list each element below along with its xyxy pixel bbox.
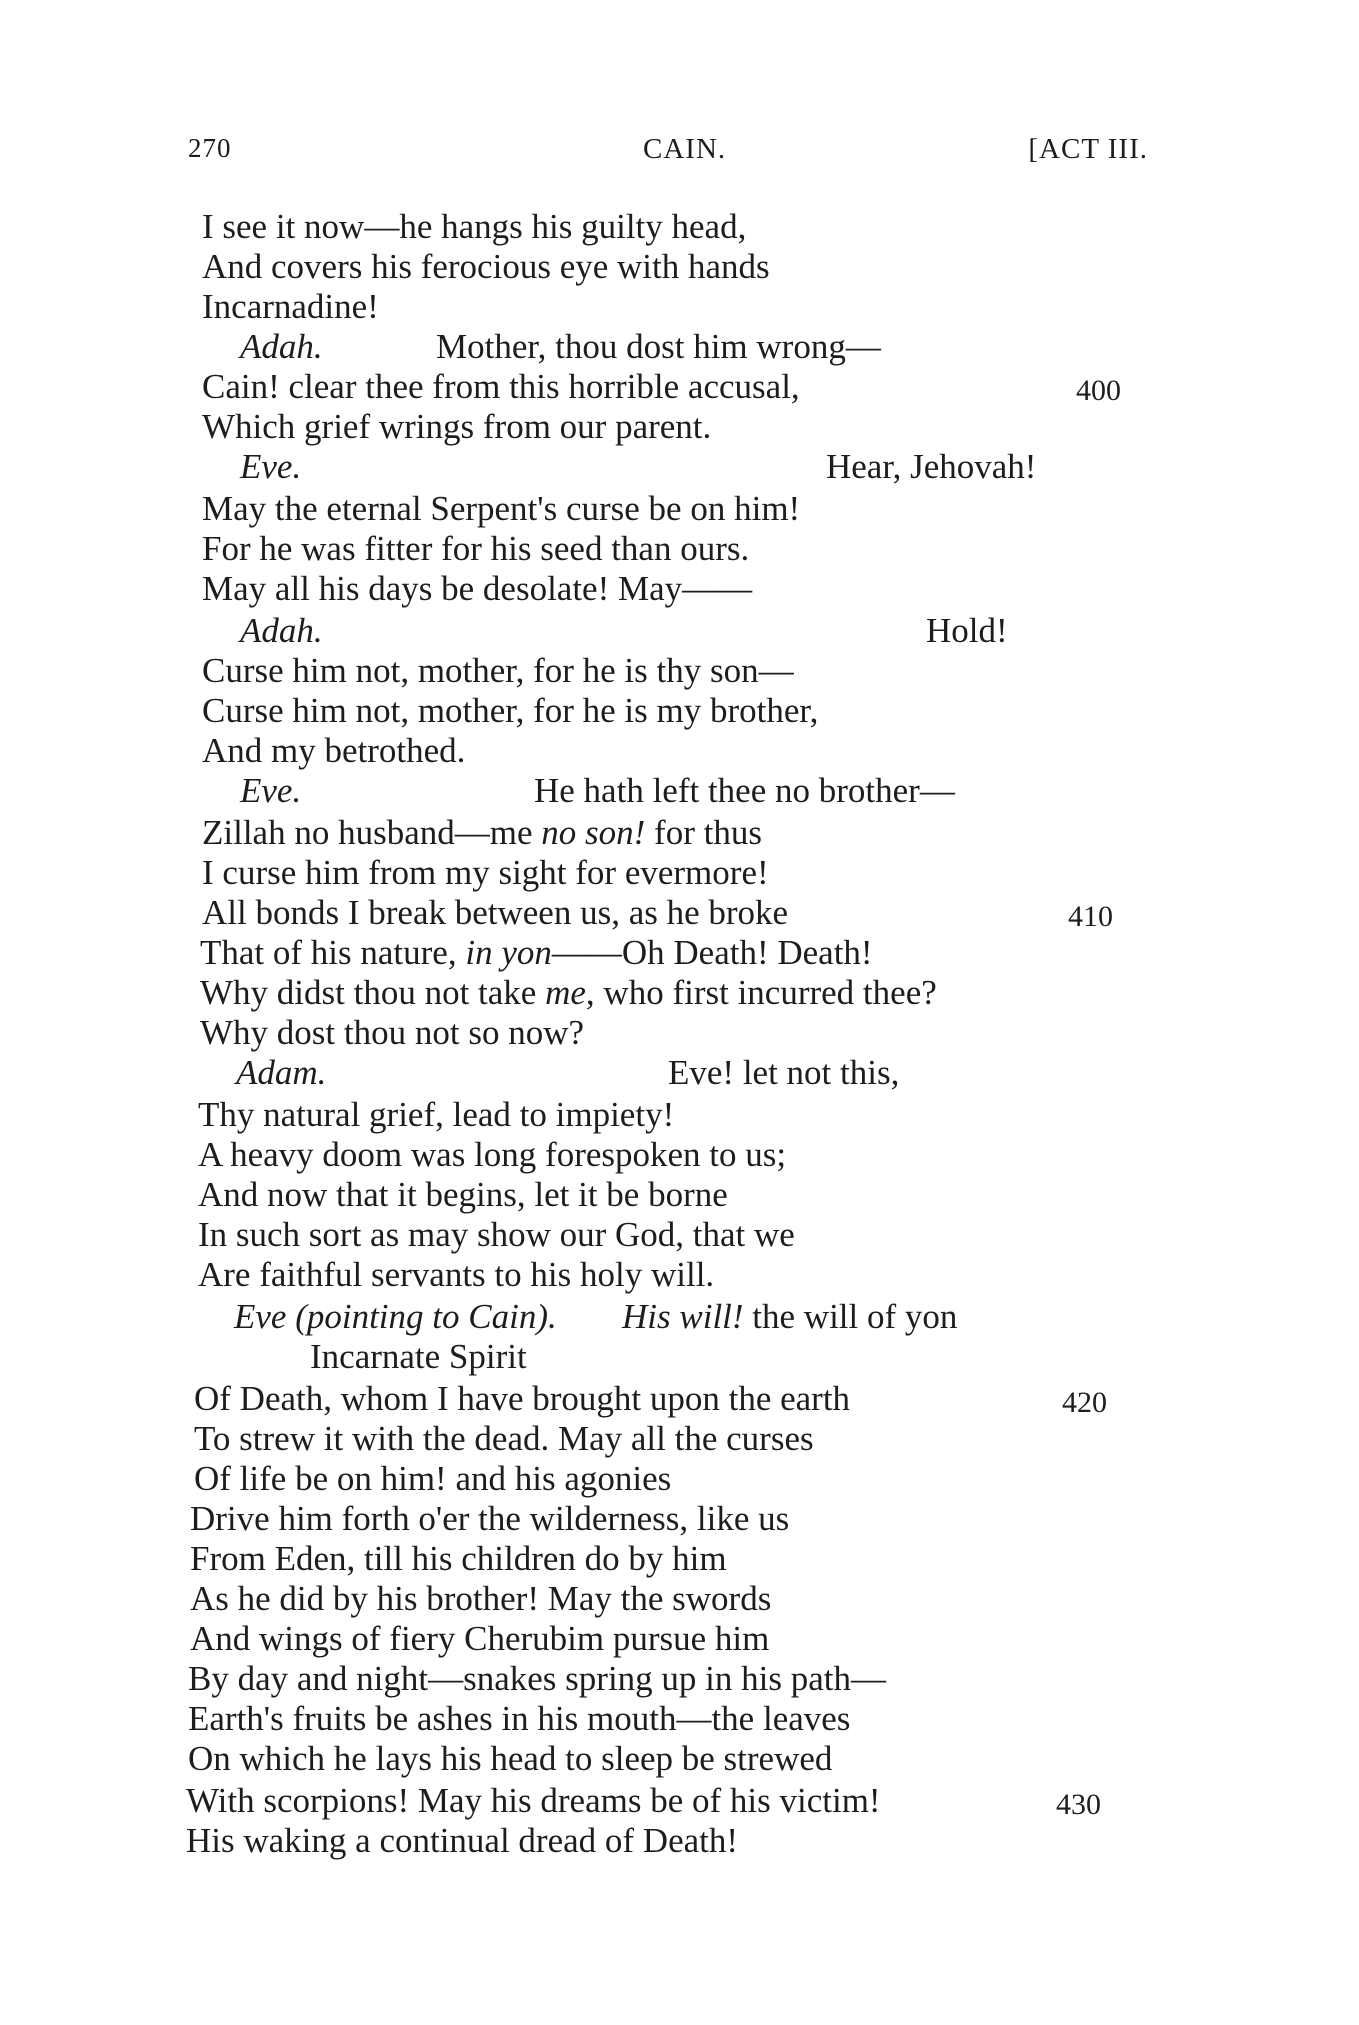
page-number: 270 xyxy=(188,133,232,163)
verse-line: And wings of fiery Cherubim pursue him xyxy=(190,1619,770,1658)
verse-line: May the eternal Serpent's curse be on him! xyxy=(202,489,801,528)
verse-line: Of life be on him! and his agonies xyxy=(194,1459,672,1498)
verse-line: For he was fitter for his seed than ours. xyxy=(202,529,750,568)
verse-line xyxy=(200,932,873,973)
speaker-name: Adah. xyxy=(240,327,323,366)
verse-line: With scorpions! May his dreams be of his victim! xyxy=(186,1781,881,1820)
line-number: 410 xyxy=(1068,900,1113,933)
verse-line: Of Death, whom I have brought upon the earth xyxy=(194,1379,851,1418)
verse-line: Curse him not, mother, for he is my brother, xyxy=(202,691,819,730)
verse-line xyxy=(200,972,937,1013)
emphasis: His will! xyxy=(622,1297,744,1336)
speech-text: Hold! xyxy=(926,611,1008,650)
verse-line: By day and night—snakes spring up in his path— xyxy=(188,1659,887,1698)
verse-line: And now that it begins, let it be borne xyxy=(198,1175,728,1214)
verse-line xyxy=(240,770,955,811)
speech-text: Mother, thou dost him wrong— xyxy=(436,327,881,366)
running-header xyxy=(188,133,1148,173)
speaker-name: Eve (pointing to Cain). xyxy=(234,1297,557,1336)
verse-line: Earth's fruits be ashes in his mouth—the leaves xyxy=(188,1699,851,1738)
verse-line: I see it now—he hangs his guilty head, xyxy=(202,207,747,246)
verse-line: I curse him from my sight for evermore! xyxy=(202,853,769,892)
verse-fragment: the will of yon xyxy=(743,1297,958,1336)
speech-text: He hath left thee no brother— xyxy=(534,771,955,810)
verse-line: And covers his ferocious eye with hands xyxy=(202,247,770,286)
speaker-name: Eve. xyxy=(240,447,302,486)
verse-fragment: Why didst thou not take xyxy=(200,973,546,1012)
verse-line: Are faithful servants to his holy will. xyxy=(198,1255,715,1294)
verse-line: His waking a continual dread of Death! xyxy=(186,1821,739,1860)
speech-text: Eve! let not this, xyxy=(668,1053,900,1092)
verse-line: In such sort as may show our God, that we xyxy=(198,1215,795,1254)
verse-line xyxy=(240,326,881,367)
verse-line xyxy=(236,1052,900,1093)
verse-fragment: , who first incurred thee? xyxy=(585,973,937,1012)
verse-line: As he did by his brother! May the swords xyxy=(190,1579,772,1618)
verse-line: Cain! clear thee from this horrible accusal, xyxy=(202,367,800,406)
verse-line: And my betrothed. xyxy=(202,731,466,770)
verse-line: Which grief wrings from our parent. xyxy=(202,407,712,446)
verse-line: To strew it with the dead. May all the curses xyxy=(194,1419,814,1458)
verse-line: May all his days be desolate! May—— xyxy=(202,569,753,608)
emphasis: no son! xyxy=(541,813,646,852)
speaker-name: Adah. xyxy=(240,611,323,650)
verse-line: Incarnadine! xyxy=(202,287,379,326)
verse-line: Drive him forth o'er the wilderness, like us xyxy=(190,1499,790,1538)
act-label: [ACT III. xyxy=(1028,133,1148,165)
verse-line: All bonds I break between us, as he broke xyxy=(202,893,789,932)
verse-fragment: for thus xyxy=(645,813,762,852)
verse-fragment: That of his nature, xyxy=(200,933,466,972)
verse-line: On which he lays his head to sleep be strewed xyxy=(188,1739,833,1778)
verse-line xyxy=(234,1296,958,1337)
verse-line xyxy=(202,812,762,853)
verse-line: Curse him not, mother, for he is thy son— xyxy=(202,651,794,690)
verse-fragment: ——Oh Death! Death! xyxy=(551,933,873,972)
speech-text: Hear, Jehovah! xyxy=(826,447,1037,486)
verse-line xyxy=(240,610,1008,651)
verse-line: Incarnate Spirit xyxy=(310,1337,527,1376)
emphasis: me xyxy=(545,973,586,1012)
verse-fragment: Zillah no husband—me xyxy=(202,813,542,852)
line-number: 420 xyxy=(1062,1386,1107,1419)
verse-line: Why dost thou not so now? xyxy=(200,1013,585,1052)
speech-text xyxy=(622,1296,957,1337)
speaker-name: Adam. xyxy=(236,1053,327,1092)
running-title: CAIN. xyxy=(643,133,727,165)
verse-line xyxy=(240,446,1037,487)
line-number: 400 xyxy=(1076,374,1121,407)
emphasis: in yon xyxy=(465,933,552,972)
line-number: 430 xyxy=(1056,1788,1101,1821)
verse-line: Thy natural grief, lead to impiety! xyxy=(198,1095,675,1134)
speaker-name: Eve. xyxy=(240,771,302,810)
verse-line: From Eden, till his children do by him xyxy=(190,1539,727,1578)
verse-line: A heavy doom was long forespoken to us; xyxy=(198,1135,787,1174)
